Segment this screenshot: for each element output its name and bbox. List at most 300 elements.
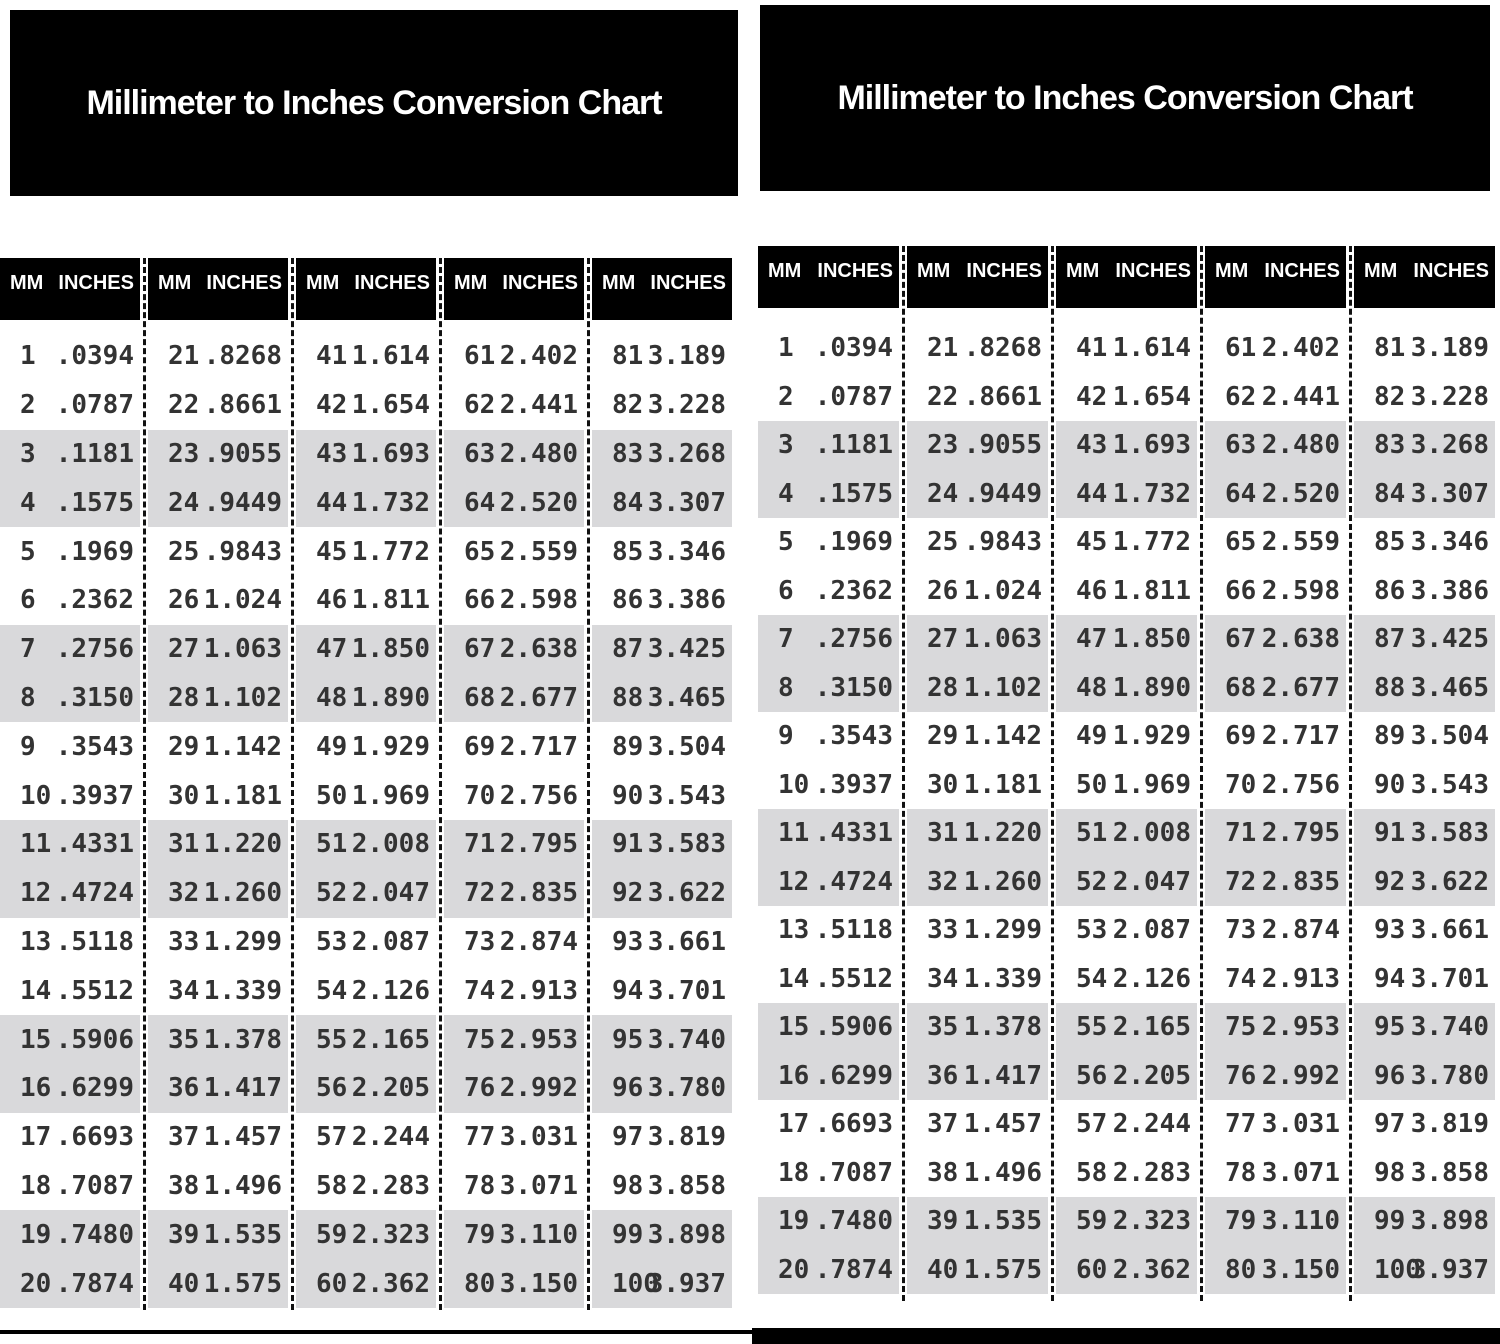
mm-value: 37 bbox=[927, 1109, 959, 1140]
inches-value: .6693 bbox=[814, 1109, 893, 1140]
mm-value: 58 bbox=[316, 1170, 348, 1201]
mm-value: 96 bbox=[1374, 1060, 1406, 1091]
inches-value: 3.031 bbox=[1261, 1109, 1340, 1140]
mm-value: 7 bbox=[20, 634, 36, 665]
mm-value: 44 bbox=[1076, 478, 1108, 509]
inches-value: 1.811 bbox=[351, 585, 430, 616]
mm-value: 63 bbox=[464, 438, 496, 469]
inches-value: 2.992 bbox=[1261, 1060, 1340, 1091]
mm-value: 27 bbox=[927, 624, 959, 655]
right-column-group bbox=[1354, 246, 1495, 1301]
mm-header: MM bbox=[10, 272, 44, 294]
table-row bbox=[148, 722, 288, 771]
table-row bbox=[296, 771, 436, 820]
mm-header: MM bbox=[306, 272, 340, 294]
inches-value: 1.299 bbox=[963, 915, 1042, 946]
mm-value: 64 bbox=[464, 487, 496, 518]
mm-value: 100 bbox=[612, 1268, 659, 1299]
table-row bbox=[758, 858, 899, 907]
mm-value: 74 bbox=[1225, 963, 1257, 994]
mm-value: 66 bbox=[464, 585, 496, 616]
table-row bbox=[758, 373, 899, 422]
table-row bbox=[907, 858, 1048, 907]
mm-value: 23 bbox=[927, 430, 959, 461]
inches-value: 2.323 bbox=[1112, 1206, 1191, 1237]
mm-value: 72 bbox=[464, 878, 496, 909]
inches-value: 1.063 bbox=[203, 634, 282, 665]
table-row bbox=[296, 1162, 436, 1211]
column-divider bbox=[439, 258, 442, 1310]
mm-value: 89 bbox=[612, 731, 644, 762]
mm-value: 88 bbox=[1374, 672, 1406, 703]
mm-value: 59 bbox=[316, 1219, 348, 1250]
mm-value: 77 bbox=[1225, 1109, 1257, 1140]
mm-value: 79 bbox=[1225, 1206, 1257, 1237]
table-row bbox=[444, 527, 584, 576]
inches-value: 2.126 bbox=[351, 975, 430, 1006]
table-row bbox=[1056, 615, 1197, 664]
mm-value: 11 bbox=[20, 829, 52, 860]
mm-value: 3 bbox=[778, 430, 794, 461]
mm-value: 33 bbox=[927, 915, 959, 946]
mm-value: 85 bbox=[612, 536, 644, 567]
inches-value: 3.307 bbox=[1410, 478, 1489, 509]
column-divider bbox=[143, 258, 146, 1310]
inches-value: 1.339 bbox=[203, 975, 282, 1006]
table-row bbox=[444, 1015, 584, 1064]
table-row bbox=[1056, 761, 1197, 810]
right-column-group bbox=[907, 246, 1048, 1301]
table-row bbox=[592, 1015, 732, 1064]
mm-value: 6 bbox=[20, 585, 36, 616]
inches-value: 2.008 bbox=[351, 829, 430, 860]
mm-value: 56 bbox=[1076, 1060, 1108, 1091]
mm-value: 47 bbox=[316, 634, 348, 665]
mm-value: 8 bbox=[778, 672, 794, 703]
mm-value: 55 bbox=[316, 1024, 348, 1055]
inches-value: 1.260 bbox=[203, 878, 282, 909]
inches-value: 2.283 bbox=[1112, 1157, 1191, 1188]
mm-value: 51 bbox=[1076, 818, 1108, 849]
table-row bbox=[907, 761, 1048, 810]
inches-value: 1.575 bbox=[203, 1268, 282, 1299]
inches-value: .1575 bbox=[55, 487, 134, 518]
mm-value: 95 bbox=[1374, 1012, 1406, 1043]
inches-value: 2.008 bbox=[1112, 818, 1191, 849]
mm-value: 28 bbox=[927, 672, 959, 703]
inches-value: 1.417 bbox=[963, 1060, 1042, 1091]
mm-header: MM bbox=[158, 272, 192, 294]
mm-value: 61 bbox=[464, 341, 496, 372]
inches-value: 1.181 bbox=[963, 769, 1042, 800]
inches-value: .5118 bbox=[55, 926, 134, 957]
table-row bbox=[907, 1197, 1048, 1246]
mm-value: 42 bbox=[316, 390, 348, 421]
inches-value: 3.780 bbox=[647, 1073, 726, 1104]
inches-value: 2.913 bbox=[499, 975, 578, 1006]
inches-value: 1.417 bbox=[203, 1073, 282, 1104]
inches-value: 1.890 bbox=[1112, 672, 1191, 703]
table-row bbox=[0, 625, 140, 674]
inches-value: 2.795 bbox=[499, 829, 578, 860]
inches-value: 3.740 bbox=[647, 1024, 726, 1055]
column-header bbox=[1205, 246, 1346, 308]
mm-value: 36 bbox=[927, 1060, 959, 1091]
inches-value: 1.614 bbox=[1112, 333, 1191, 364]
column-header bbox=[296, 258, 436, 320]
inches-value: .7087 bbox=[814, 1157, 893, 1188]
mm-value: 54 bbox=[1076, 963, 1108, 994]
table-row bbox=[296, 430, 436, 479]
table-row bbox=[444, 771, 584, 820]
table-row bbox=[758, 906, 899, 955]
mm-value: 87 bbox=[1374, 624, 1406, 655]
inches-value: 2.559 bbox=[499, 536, 578, 567]
inches-value: 2.480 bbox=[499, 438, 578, 469]
table-row bbox=[444, 430, 584, 479]
table-row bbox=[0, 1015, 140, 1064]
inches-value: 2.638 bbox=[499, 634, 578, 665]
mm-value: 67 bbox=[464, 634, 496, 665]
mm-value: 7 bbox=[778, 624, 794, 655]
table-row bbox=[907, 373, 1048, 422]
table-row bbox=[758, 470, 899, 519]
table-row bbox=[148, 478, 288, 527]
mm-value: 26 bbox=[927, 575, 959, 606]
table-row bbox=[907, 615, 1048, 664]
inches-value: 1.339 bbox=[963, 963, 1042, 994]
inches-value: 3.504 bbox=[647, 731, 726, 762]
inches-value: .9843 bbox=[203, 536, 282, 567]
inches-value: 2.087 bbox=[351, 926, 430, 957]
table-row bbox=[1354, 1246, 1495, 1295]
table-row bbox=[1056, 1003, 1197, 1052]
table-row bbox=[296, 820, 436, 869]
table-row bbox=[1354, 955, 1495, 1004]
mm-value: 4 bbox=[20, 487, 36, 518]
mm-value: 59 bbox=[1076, 1206, 1108, 1237]
table-row bbox=[1354, 1197, 1495, 1246]
table-row bbox=[907, 1052, 1048, 1101]
inches-value: .8661 bbox=[963, 381, 1042, 412]
mm-value: 50 bbox=[316, 780, 348, 811]
table-row bbox=[1056, 324, 1197, 373]
mm-value: 32 bbox=[168, 878, 200, 909]
inches-value: 3.858 bbox=[647, 1170, 726, 1201]
mm-value: 46 bbox=[1076, 575, 1108, 606]
mm-value: 81 bbox=[612, 341, 644, 372]
inches-value: 1.811 bbox=[1112, 575, 1191, 606]
table-row bbox=[0, 430, 140, 479]
mm-value: 16 bbox=[20, 1073, 52, 1104]
table-row bbox=[0, 966, 140, 1015]
mm-value: 38 bbox=[927, 1157, 959, 1188]
inches-value: 2.362 bbox=[1112, 1254, 1191, 1285]
table-row bbox=[592, 1064, 732, 1113]
inches-value: .3543 bbox=[814, 721, 893, 752]
column-header bbox=[0, 258, 140, 320]
table-row bbox=[1056, 518, 1197, 567]
mm-value: 5 bbox=[778, 527, 794, 558]
inches-value: 2.402 bbox=[499, 341, 578, 372]
mm-value: 13 bbox=[778, 915, 810, 946]
mm-value: 13 bbox=[20, 926, 52, 957]
mm-value: 15 bbox=[778, 1012, 810, 1043]
inches-value: 3.583 bbox=[1410, 818, 1489, 849]
mm-value: 50 bbox=[1076, 769, 1108, 800]
inches-value: 2.953 bbox=[499, 1024, 578, 1055]
table-row bbox=[444, 1162, 584, 1211]
mm-value: 22 bbox=[927, 381, 959, 412]
inches-value: 2.520 bbox=[1261, 478, 1340, 509]
mm-value: 45 bbox=[1076, 527, 1108, 558]
mm-value: 74 bbox=[464, 975, 496, 1006]
inches-value: .2362 bbox=[55, 585, 134, 616]
table-row bbox=[148, 1210, 288, 1259]
mm-value: 43 bbox=[316, 438, 348, 469]
mm-value: 47 bbox=[1076, 624, 1108, 655]
mm-value: 52 bbox=[1076, 866, 1108, 897]
inches-value: 3.425 bbox=[1410, 624, 1489, 655]
table-row bbox=[1354, 470, 1495, 519]
inches-value: .8268 bbox=[203, 341, 282, 372]
table-row bbox=[592, 918, 732, 967]
inches-value: 1.732 bbox=[1112, 478, 1191, 509]
table-row bbox=[1056, 906, 1197, 955]
mm-value: 38 bbox=[168, 1170, 200, 1201]
inches-value: 2.323 bbox=[351, 1219, 430, 1250]
mm-value: 76 bbox=[464, 1073, 496, 1104]
inches-value: .5906 bbox=[55, 1024, 134, 1055]
inches-value: 3.071 bbox=[499, 1170, 578, 1201]
inches-value: 2.795 bbox=[1261, 818, 1340, 849]
table-row bbox=[592, 771, 732, 820]
table-row bbox=[1205, 955, 1346, 1004]
table-row bbox=[0, 1064, 140, 1113]
left-column-group bbox=[444, 258, 584, 1310]
inches-value: 2.677 bbox=[1261, 672, 1340, 703]
inches-value: 3.268 bbox=[647, 438, 726, 469]
inches-value: 1.654 bbox=[351, 390, 430, 421]
mm-value: 68 bbox=[464, 682, 496, 713]
inches-value: 1.693 bbox=[351, 438, 430, 469]
table-row bbox=[1354, 518, 1495, 567]
mm-value: 5 bbox=[20, 536, 36, 567]
table-row bbox=[296, 1113, 436, 1162]
table-row bbox=[758, 809, 899, 858]
mm-value: 72 bbox=[1225, 866, 1257, 897]
inches-value: 3.307 bbox=[647, 487, 726, 518]
inches-header: INCHES bbox=[502, 272, 578, 294]
table-row bbox=[1056, 809, 1197, 858]
table-row bbox=[0, 381, 140, 430]
inches-value: .2756 bbox=[814, 624, 893, 655]
mm-value: 57 bbox=[1076, 1109, 1108, 1140]
mm-value: 93 bbox=[1374, 915, 1406, 946]
mm-value: 23 bbox=[168, 438, 200, 469]
table-row bbox=[592, 625, 732, 674]
right-bottom-rule bbox=[752, 1328, 1500, 1344]
mm-value: 73 bbox=[464, 926, 496, 957]
table-row bbox=[1354, 664, 1495, 713]
table-row bbox=[907, 1003, 1048, 1052]
table-row bbox=[0, 820, 140, 869]
table-row bbox=[758, 615, 899, 664]
inches-value: .7480 bbox=[814, 1206, 893, 1237]
inches-value: 3.583 bbox=[647, 829, 726, 860]
inches-value: 1.299 bbox=[203, 926, 282, 957]
inches-value: 3.189 bbox=[1410, 333, 1489, 364]
mm-value: 91 bbox=[612, 829, 644, 860]
mm-value: 41 bbox=[1076, 333, 1108, 364]
mm-value: 56 bbox=[316, 1073, 348, 1104]
inches-value: 3.346 bbox=[1410, 527, 1489, 558]
mm-value: 18 bbox=[778, 1157, 810, 1188]
table-row bbox=[1205, 906, 1346, 955]
inches-value: 2.638 bbox=[1261, 624, 1340, 655]
table-row bbox=[296, 674, 436, 723]
table-row bbox=[1205, 858, 1346, 907]
mm-value: 2 bbox=[20, 390, 36, 421]
table-row bbox=[592, 332, 732, 381]
table-row bbox=[1205, 664, 1346, 713]
table-row bbox=[0, 478, 140, 527]
inches-header: INCHES bbox=[1264, 260, 1340, 282]
table-row bbox=[444, 381, 584, 430]
table-row bbox=[1354, 567, 1495, 616]
inches-value: .7874 bbox=[814, 1254, 893, 1285]
column-header bbox=[907, 246, 1048, 308]
mm-value: 57 bbox=[316, 1122, 348, 1153]
inches-value: .4331 bbox=[55, 829, 134, 860]
column-divider bbox=[1349, 246, 1352, 1301]
inches-value: 1.969 bbox=[1112, 769, 1191, 800]
mm-value: 80 bbox=[464, 1268, 496, 1299]
table-row bbox=[444, 918, 584, 967]
inches-value: 2.205 bbox=[351, 1073, 430, 1104]
inches-value: 1.850 bbox=[351, 634, 430, 665]
inches-header: INCHES bbox=[58, 272, 134, 294]
mm-value: 65 bbox=[1225, 527, 1257, 558]
mm-value: 69 bbox=[464, 731, 496, 762]
mm-value: 81 bbox=[1374, 333, 1406, 364]
table-row bbox=[592, 1113, 732, 1162]
table-row bbox=[296, 332, 436, 381]
table-row bbox=[1056, 858, 1197, 907]
table-row bbox=[1354, 421, 1495, 470]
table-row bbox=[758, 567, 899, 616]
mm-value: 75 bbox=[464, 1024, 496, 1055]
mm-value: 79 bbox=[464, 1219, 496, 1250]
table-row bbox=[148, 332, 288, 381]
column-header bbox=[758, 246, 899, 308]
table-row bbox=[1056, 470, 1197, 519]
mm-value: 39 bbox=[168, 1219, 200, 1250]
inches-value: .5512 bbox=[814, 963, 893, 994]
inches-value: 2.756 bbox=[499, 780, 578, 811]
inches-value: 1.654 bbox=[1112, 381, 1191, 412]
mm-value: 71 bbox=[464, 829, 496, 860]
table-row bbox=[444, 869, 584, 918]
inches-value: .6693 bbox=[55, 1122, 134, 1153]
mm-value: 20 bbox=[778, 1254, 810, 1285]
table-row bbox=[907, 664, 1048, 713]
table-row bbox=[148, 430, 288, 479]
table-row bbox=[1354, 373, 1495, 422]
inches-value: 2.913 bbox=[1261, 963, 1340, 994]
table-row bbox=[592, 576, 732, 625]
table-row bbox=[444, 1210, 584, 1259]
table-row bbox=[148, 674, 288, 723]
table-row bbox=[1205, 567, 1346, 616]
inches-value: 3.661 bbox=[647, 926, 726, 957]
inches-value: 2.756 bbox=[1261, 769, 1340, 800]
inches-value: 2.244 bbox=[351, 1122, 430, 1153]
mm-value: 60 bbox=[1076, 1254, 1108, 1285]
inches-value: 2.087 bbox=[1112, 915, 1191, 946]
mm-value: 10 bbox=[20, 780, 52, 811]
inches-value: 3.898 bbox=[647, 1219, 726, 1250]
inches-value: 2.047 bbox=[351, 878, 430, 909]
mm-value: 86 bbox=[612, 585, 644, 616]
inches-value: .7480 bbox=[55, 1219, 134, 1250]
inches-value: 3.268 bbox=[1410, 430, 1489, 461]
table-row bbox=[1205, 712, 1346, 761]
mm-value: 9 bbox=[20, 731, 36, 762]
mm-value: 78 bbox=[1225, 1157, 1257, 1188]
table-row bbox=[592, 722, 732, 771]
table-row bbox=[444, 820, 584, 869]
table-row bbox=[592, 430, 732, 479]
table-row bbox=[296, 722, 436, 771]
mm-value: 98 bbox=[612, 1170, 644, 1201]
table-row bbox=[758, 1003, 899, 1052]
mm-value: 25 bbox=[168, 536, 200, 567]
mm-value: 83 bbox=[1374, 430, 1406, 461]
table-row bbox=[296, 966, 436, 1015]
table-row bbox=[1056, 1052, 1197, 1101]
inches-value: .6299 bbox=[55, 1073, 134, 1104]
inches-value: 2.559 bbox=[1261, 527, 1340, 558]
table-row bbox=[148, 771, 288, 820]
mm-value: 30 bbox=[168, 780, 200, 811]
left-column-group bbox=[296, 258, 436, 1310]
table-row bbox=[758, 324, 899, 373]
inches-value: .6299 bbox=[814, 1060, 893, 1091]
table-row bbox=[148, 820, 288, 869]
inches-value: .9449 bbox=[963, 478, 1042, 509]
mm-value: 20 bbox=[20, 1268, 52, 1299]
mm-value: 40 bbox=[927, 1254, 959, 1285]
mm-value: 82 bbox=[612, 390, 644, 421]
inches-value: 2.126 bbox=[1112, 963, 1191, 994]
table-row bbox=[1056, 712, 1197, 761]
mm-value: 51 bbox=[316, 829, 348, 860]
inches-value: 3.701 bbox=[1410, 963, 1489, 994]
inches-header: INCHES bbox=[966, 260, 1042, 282]
table-row bbox=[1205, 324, 1346, 373]
inches-value: 2.165 bbox=[1112, 1012, 1191, 1043]
inches-value: 3.898 bbox=[1410, 1206, 1489, 1237]
inches-value: 3.701 bbox=[647, 975, 726, 1006]
table-row bbox=[592, 381, 732, 430]
inches-value: .1575 bbox=[814, 478, 893, 509]
inches-value: 2.717 bbox=[1261, 721, 1340, 752]
mm-value: 82 bbox=[1374, 381, 1406, 412]
table-row bbox=[296, 918, 436, 967]
table-row bbox=[444, 576, 584, 625]
inches-value: 3.622 bbox=[1410, 866, 1489, 897]
